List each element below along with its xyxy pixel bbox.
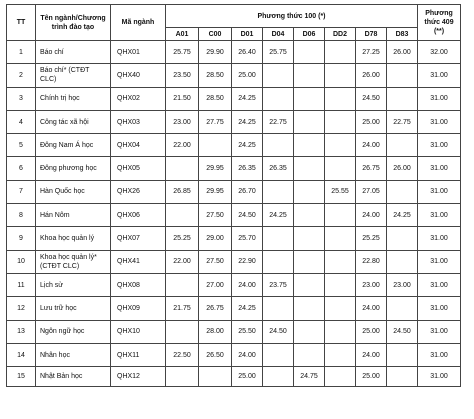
score-cell-a01: 26.85	[166, 180, 199, 203]
score-cell-c00: 29.95	[199, 157, 232, 180]
score-cell-d78: 24.00	[356, 297, 387, 320]
header-method-409: Phương thức 409 (**)	[418, 5, 461, 41]
program-code-cell: QHX02	[111, 87, 166, 110]
score-cell-a01: 21.75	[166, 297, 199, 320]
score-cell-method-409: 31.00	[418, 64, 461, 87]
score-cell-dd2: 25.55	[325, 180, 356, 203]
score-cell-dd2	[325, 367, 356, 387]
program-code-cell: QHX01	[111, 41, 166, 64]
score-cell-a01: 23.00	[166, 110, 199, 133]
score-cell-c00: 29.95	[199, 180, 232, 203]
program-code-cell: QHX41	[111, 250, 166, 273]
score-cell-d78: 24.00	[356, 204, 387, 227]
score-cell-d83	[387, 87, 418, 110]
score-cell-method-409: 31.00	[418, 320, 461, 343]
score-cell-a01: 25.75	[166, 41, 199, 64]
score-cell-d04	[263, 180, 294, 203]
score-cell-method-409: 31.00	[418, 297, 461, 320]
program-name-cell: Hán Nôm	[36, 204, 111, 227]
program-code-cell: QHX05	[111, 157, 166, 180]
score-cell-c00: 28.00	[199, 320, 232, 343]
score-cell-method-409: 31.00	[418, 343, 461, 366]
score-cell-d78: 25.25	[356, 227, 387, 250]
score-cell-a01	[166, 273, 199, 296]
score-cell-c00: 26.50	[199, 343, 232, 366]
score-cell-d78: 26.75	[356, 157, 387, 180]
score-cell-method-409: 31.00	[418, 87, 461, 110]
score-cell-a01	[166, 320, 199, 343]
score-cell-a01: 22.50	[166, 343, 199, 366]
header-block-c00: C00	[199, 28, 232, 41]
score-cell-d04: 24.25	[263, 204, 294, 227]
program-name-cell: Nhân học	[36, 343, 111, 366]
score-cell-method-409: 31.00	[418, 250, 461, 273]
program-code-cell: QHX09	[111, 297, 166, 320]
score-cell-c00: 29.90	[199, 41, 232, 64]
score-cell-dd2	[325, 134, 356, 157]
header-block-dd2: DD2	[325, 28, 356, 41]
score-cell-method-409: 31.00	[418, 134, 461, 157]
score-cell-d83: 26.00	[387, 157, 418, 180]
program-name-cell: Đông phương học	[36, 157, 111, 180]
score-cell-dd2	[325, 87, 356, 110]
score-cell-d01: 26.40	[232, 41, 263, 64]
row-number-cell: 1	[7, 41, 36, 64]
score-cell-a01: 21.50	[166, 87, 199, 110]
score-cell-c00	[199, 134, 232, 157]
score-cell-d06	[294, 273, 325, 296]
score-cell-a01: 22.00	[166, 250, 199, 273]
program-code-cell: QHX10	[111, 320, 166, 343]
score-cell-d06	[294, 204, 325, 227]
score-cell-d83	[387, 64, 418, 87]
score-cell-d06	[294, 64, 325, 87]
score-cell-d78: 23.00	[356, 273, 387, 296]
header-code: Mã ngành	[111, 5, 166, 41]
table-row	[7, 297, 461, 320]
program-name-cell: Khoa học quản lý* (CTĐT CLC)	[36, 250, 111, 273]
score-cell-d01: 24.25	[232, 87, 263, 110]
table-row	[7, 320, 461, 343]
score-cell-c00: 26.75	[199, 297, 232, 320]
score-cell-d04: 22.75	[263, 110, 294, 133]
score-cell-d78: 27.05	[356, 180, 387, 203]
score-cell-c00: 27.50	[199, 250, 232, 273]
score-cell-d01: 25.50	[232, 320, 263, 343]
score-cell-dd2	[325, 250, 356, 273]
score-cell-method-409: 31.00	[418, 180, 461, 203]
score-cell-d01: 25.70	[232, 227, 263, 250]
header-block-d78: D78	[356, 28, 387, 41]
score-cell-d01: 25.00	[232, 64, 263, 87]
score-cell-d06	[294, 134, 325, 157]
score-cell-d83: 23.00	[387, 273, 418, 296]
score-cell-d04	[263, 343, 294, 366]
header-block-d06: D06	[294, 28, 325, 41]
program-name-cell: Nhật Bản học	[36, 367, 111, 387]
score-cell-d01: 24.50	[232, 204, 263, 227]
score-cell-d06	[294, 227, 325, 250]
score-cell-d78: 24.00	[356, 134, 387, 157]
program-code-cell: QHX04	[111, 134, 166, 157]
program-code-cell: QHX08	[111, 273, 166, 296]
score-cell-a01	[166, 367, 199, 387]
score-cell-dd2	[325, 110, 356, 133]
score-cell-method-409: 31.00	[418, 273, 461, 296]
table-row	[7, 343, 461, 366]
score-cell-d06	[294, 87, 325, 110]
score-cell-d04	[263, 367, 294, 387]
score-cell-d06	[294, 250, 325, 273]
table-row	[7, 41, 461, 64]
score-cell-d01: 26.35	[232, 157, 263, 180]
row-number-cell: 2	[7, 64, 36, 87]
row-number-cell: 4	[7, 110, 36, 133]
table-row	[7, 180, 461, 203]
score-cell-d06	[294, 320, 325, 343]
score-cell-d06	[294, 180, 325, 203]
table-row	[7, 367, 461, 387]
score-cell-d78: 27.25	[356, 41, 387, 64]
score-cell-method-409: 31.00	[418, 204, 461, 227]
row-number-cell: 14	[7, 343, 36, 366]
program-code-cell: QHX03	[111, 110, 166, 133]
score-cell-d04: 24.50	[263, 320, 294, 343]
table-row	[7, 157, 461, 180]
score-cell-d01: 24.25	[232, 110, 263, 133]
score-cell-d78: 25.00	[356, 367, 387, 387]
header-tt: TT	[7, 5, 36, 41]
score-cell-d04	[263, 227, 294, 250]
table-row	[7, 250, 461, 273]
table-row	[7, 227, 461, 250]
program-code-cell: QHX11	[111, 343, 166, 366]
score-cell-a01: 23.50	[166, 64, 199, 87]
row-number-cell: 5	[7, 134, 36, 157]
score-cell-d83: 26.00	[387, 41, 418, 64]
score-cell-c00: 28.50	[199, 64, 232, 87]
score-cell-dd2	[325, 227, 356, 250]
score-cell-d01: 22.90	[232, 250, 263, 273]
score-cell-dd2	[325, 320, 356, 343]
score-cell-method-409: 32.00	[418, 41, 461, 64]
table-row	[7, 64, 461, 87]
row-number-cell: 10	[7, 250, 36, 273]
score-cell-c00: 27.00	[199, 273, 232, 296]
program-name-cell: Công tác xã hội	[36, 110, 111, 133]
table-row	[7, 134, 461, 157]
program-name-cell: Khoa học quản lý	[36, 227, 111, 250]
score-cell-d01: 24.00	[232, 343, 263, 366]
score-cell-d83	[387, 343, 418, 366]
score-cell-d78: 22.80	[356, 250, 387, 273]
program-name-cell: Hàn Quốc học	[36, 180, 111, 203]
row-number-cell: 13	[7, 320, 36, 343]
table-row	[7, 87, 461, 110]
score-cell-d04: 25.75	[263, 41, 294, 64]
score-cell-dd2	[325, 204, 356, 227]
score-cell-dd2	[325, 64, 356, 87]
score-cell-d04	[263, 250, 294, 273]
score-cell-dd2	[325, 297, 356, 320]
score-cell-c00: 28.50	[199, 87, 232, 110]
score-cell-dd2	[325, 41, 356, 64]
score-cell-method-409: 31.00	[418, 227, 461, 250]
score-cell-a01	[166, 204, 199, 227]
score-cell-d83	[387, 250, 418, 273]
score-cell-d04: 26.35	[263, 157, 294, 180]
program-name-cell: Lịch sử	[36, 273, 111, 296]
score-cell-d78: 26.00	[356, 64, 387, 87]
score-cell-d78: 24.00	[356, 343, 387, 366]
table-row	[7, 110, 461, 133]
row-number-cell: 7	[7, 180, 36, 203]
header-block-d04: D04	[263, 28, 294, 41]
score-cell-d04	[263, 64, 294, 87]
header-method-100: Phương thức 100 (*)	[166, 5, 418, 28]
score-cell-d83: 24.50	[387, 320, 418, 343]
program-code-cell: QHX40	[111, 64, 166, 87]
score-cell-d06	[294, 343, 325, 366]
score-cell-d01: 25.00	[232, 367, 263, 387]
score-cell-dd2	[325, 157, 356, 180]
score-cell-d83	[387, 227, 418, 250]
score-cell-d83	[387, 134, 418, 157]
score-cell-d04	[263, 87, 294, 110]
score-cell-method-409: 31.00	[418, 367, 461, 387]
score-cell-d06	[294, 297, 325, 320]
score-cell-method-409: 31.00	[418, 157, 461, 180]
score-cell-dd2	[325, 343, 356, 366]
score-cell-d83	[387, 180, 418, 203]
score-cell-d78: 25.00	[356, 110, 387, 133]
header-program: Tên ngành/Chương trình đào tạo	[36, 5, 111, 41]
program-code-cell: QHX12	[111, 367, 166, 387]
program-name-cell: Chính trị học	[36, 87, 111, 110]
program-name-cell: Báo chí	[36, 41, 111, 64]
score-cell-c00: 29.00	[199, 227, 232, 250]
header-block-d01: D01	[232, 28, 263, 41]
program-code-cell: QHX26	[111, 180, 166, 203]
score-cell-c00: 27.75	[199, 110, 232, 133]
row-number-cell: 8	[7, 204, 36, 227]
score-cell-d83	[387, 297, 418, 320]
score-cell-d01: 24.00	[232, 273, 263, 296]
score-cell-d01: 24.25	[232, 134, 263, 157]
score-cell-d06	[294, 41, 325, 64]
row-number-cell: 12	[7, 297, 36, 320]
admission-scores-table	[6, 4, 461, 387]
score-cell-a01: 25.25	[166, 227, 199, 250]
row-number-cell: 3	[7, 87, 36, 110]
program-name-cell: Lưu trữ học	[36, 297, 111, 320]
program-code-cell: QHX06	[111, 204, 166, 227]
score-cell-d01: 24.25	[232, 297, 263, 320]
score-cell-d01: 26.70	[232, 180, 263, 203]
program-name-cell: Đông Nam Á học	[36, 134, 111, 157]
table-row	[7, 204, 461, 227]
score-cell-d06: 24.75	[294, 367, 325, 387]
score-cell-d04	[263, 134, 294, 157]
score-cell-d83	[387, 367, 418, 387]
score-cell-d06	[294, 157, 325, 180]
table-row	[7, 273, 461, 296]
row-number-cell: 6	[7, 157, 36, 180]
header-block-d83: D83	[387, 28, 418, 41]
score-cell-d83: 24.25	[387, 204, 418, 227]
score-cell-c00	[199, 367, 232, 387]
score-cell-a01: 22.00	[166, 134, 199, 157]
score-cell-d83: 22.75	[387, 110, 418, 133]
row-number-cell: 15	[7, 367, 36, 387]
score-cell-d04: 23.75	[263, 273, 294, 296]
program-code-cell: QHX07	[111, 227, 166, 250]
score-cell-d04	[263, 297, 294, 320]
row-number-cell: 11	[7, 273, 36, 296]
score-cell-a01	[166, 157, 199, 180]
header-block-a01: A01	[166, 28, 199, 41]
score-cell-method-409: 31.00	[418, 110, 461, 133]
score-cell-d78: 24.50	[356, 87, 387, 110]
score-cell-d78: 25.00	[356, 320, 387, 343]
row-number-cell: 9	[7, 227, 36, 250]
score-cell-dd2	[325, 273, 356, 296]
program-name-cell: Báo chí* (CTĐT CLC)	[36, 64, 111, 87]
score-cell-d06	[294, 110, 325, 133]
score-cell-c00: 27.50	[199, 204, 232, 227]
program-name-cell: Ngôn ngữ học	[36, 320, 111, 343]
